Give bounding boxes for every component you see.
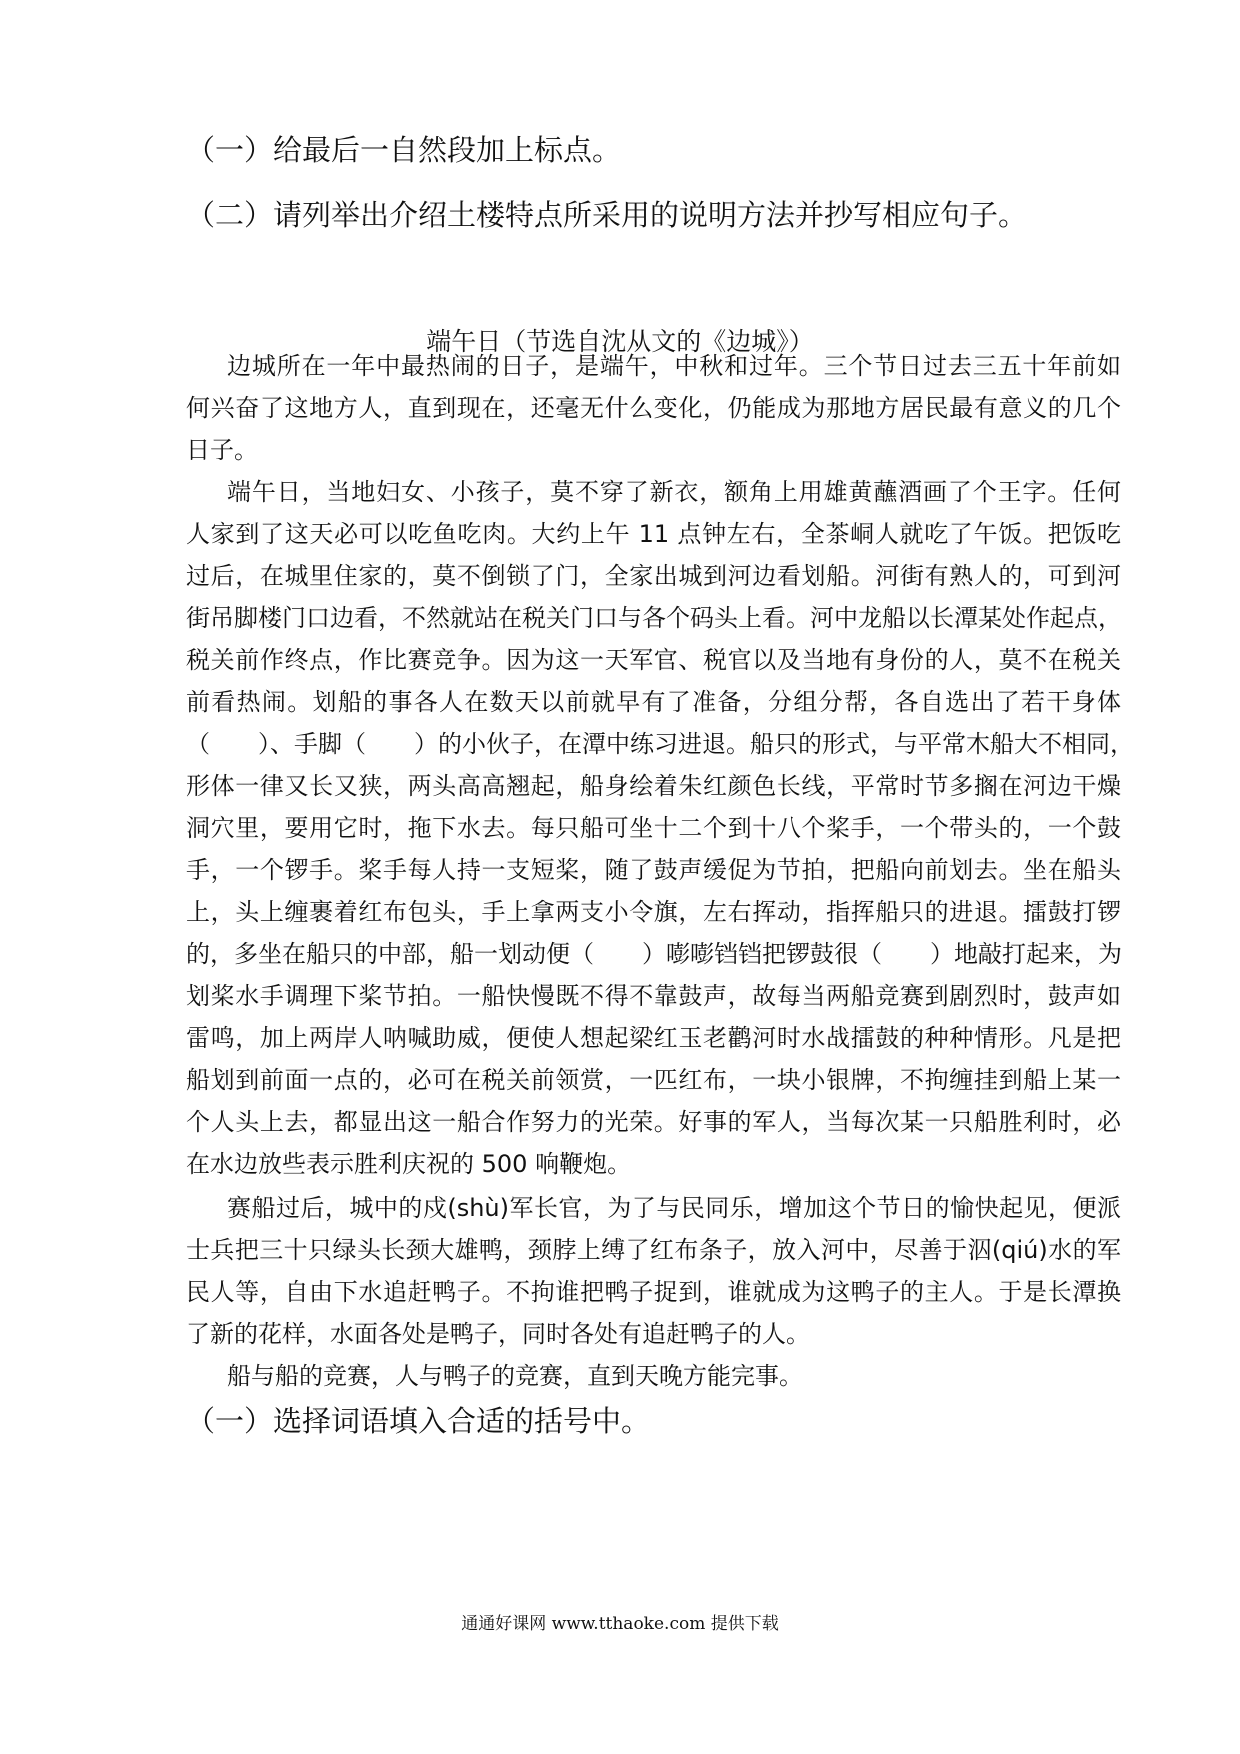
passage-line: 个人头上去，都显出这一船合作努力的光荣。好事的军人，当每次某一只船胜利时，必 [186,1108,1121,1136]
passage-line: 端午日，当地妇女、小孩子，莫不穿了新衣，额角上用雄黄蘸酒画了个王字。任何 [227,478,1121,506]
question-2: （二）请列举出介绍土楼特点所采用的说明方法并抄写相应句子。 [186,198,1028,232]
passage-line: 日子。 [186,436,258,464]
passage-line: 划桨水手调理下桨节拍。一船快慢既不得不靠鼓声，故每当两船竞赛到剧烈时，鼓声如 [186,982,1121,1010]
passage-line: 雷鸣，加上两岸人呐喊助威，便使人想起梁红玉老鹳河时水战擂鼓的种种情形。凡是把 [186,1024,1121,1052]
passage-line: 洞穴里，要用它时，拖下水去。每只船可坐十二个到十八个桨手，一个带头的，一个鼓 [186,814,1121,842]
passage-line: （ ）、手脚（ ）的小伙子，在潭中练习进退。船只的形式，与平常木船大不相同， [186,730,1134,758]
passage-line: 在水边放些表示胜利庆祝的 500 响鞭炮。 [186,1150,632,1178]
question-fill-in: （一）选择词语填入合适的括号中。 [186,1404,651,1438]
passage-line: 形体一律又长又狭，两头高高翘起，船身绘着朱红颜色长线，平常时节多搁在河边干燥 [186,772,1121,800]
passage-line: 船划到前面一点的，必可在税关前领赏，一匹红布，一块小银牌，不拘缠挂到船上某一 [186,1066,1121,1094]
passage-line: 赛船过后，城中的戍(shù)军长官，为了与民同乐，增加这个节日的愉快起见，便派 [227,1194,1121,1222]
passage-line: 了新的花样，水面各处是鸭子，同时各处有追赶鸭子的人。 [186,1320,810,1348]
passage-line: 税关前作终点，作比赛竞争。因为这一天军官、税官以及当地有身份的人，莫不在税关 [186,646,1121,674]
passage-line: 前看热闹。划船的事各人在数天以前就早有了准备，分组分帮，各自选出了若干身体 [186,688,1121,716]
passage-line: 街吊脚楼门口边看，不然就站在税关门口与各个码头上看。河中龙船以长潭某处作起点， [186,604,1122,632]
passage-line: 士兵把三十只绿头长颈大雄鸭，颈脖上缚了红布条子，放入河中，尽善于泅(qiú)水的军 [186,1236,1121,1264]
passage-line: 人家到了这天必可以吃鱼吃肉。大约上午 11 点钟左右，全茶峒人就吃了午饭。把饭吃 [186,520,1121,548]
page-footer: 通通好课网 www.tthaoke.com 提供下载 [461,1614,779,1634]
passage-line: 上，头上缠裹着红布包头，手上拿两支小令旗，左右挥动，指挥船只的进退。擂鼓打锣 [186,898,1121,926]
passage-line: 边城所在一年中最热闹的日子，是端午，中秋和过年。三个节日过去三五十年前如 [227,352,1121,380]
passage-line: 过后，在城里住家的，莫不倒锁了门，全家出城到河边看划船。河街有熟人的，可到河 [186,562,1121,590]
passage-line: 何兴奋了这地方人，直到现在，还毫无什么变化，仍能成为那地方居民最有意义的几个 [186,394,1121,422]
passage-line: 船与船的竞赛，人与鸭子的竞赛，直到天晚方能完事。 [227,1362,803,1390]
passage-line: 的，多坐在船只的中部，船一划动便（ ）嘭嘭铛铛把锣鼓很（ ）地敲打起来，为 [186,940,1122,968]
passage-line: 民人等，自由下水追赶鸭子。不拘谁把鸭子捉到，谁就成为这鸭子的主人。于是长潭换 [186,1278,1121,1306]
passage-title: 端午日（节选自沈从文的《边城》） [426,327,814,356]
passage-line: 手，一个锣手。桨手每人持一支短桨，随了鼓声缓促为节拍，把船向前划去。坐在船头 [186,856,1121,884]
question-1: （一）给最后一自然段加上标点。 [186,133,622,167]
